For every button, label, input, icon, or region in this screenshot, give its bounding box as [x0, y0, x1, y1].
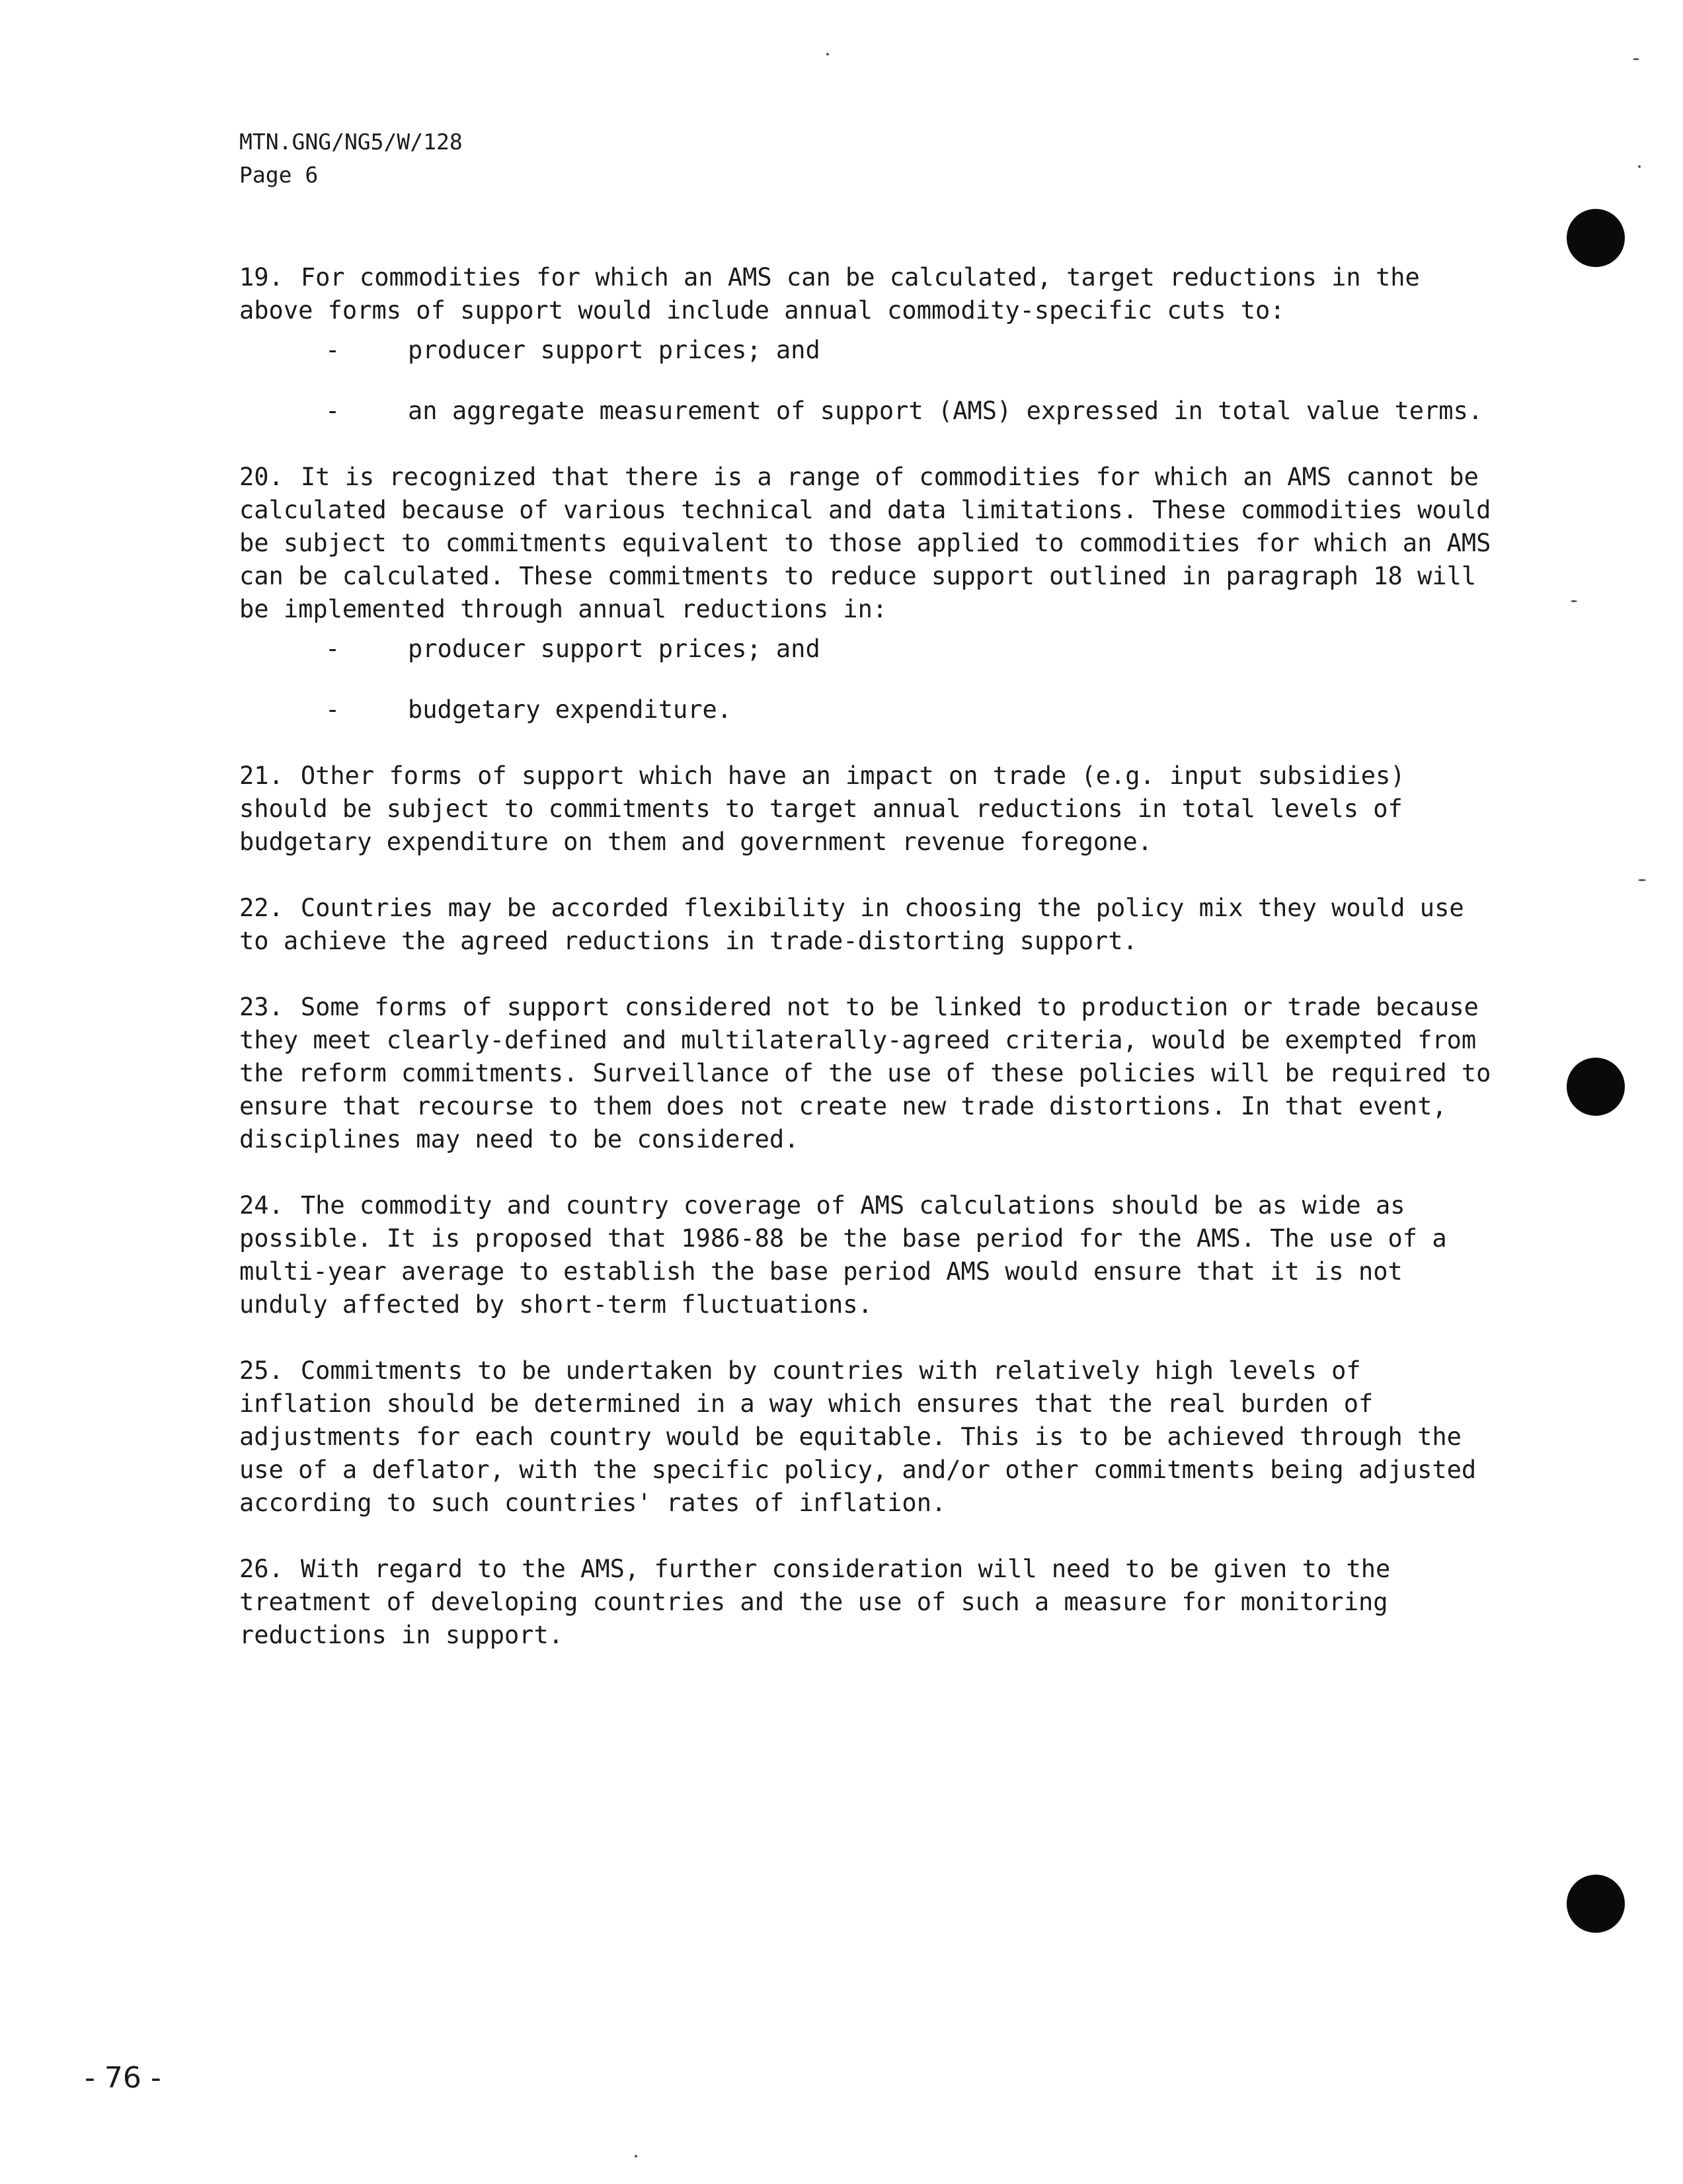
bullet-text: producer support prices; and — [408, 336, 820, 364]
bullet-list — [239, 334, 1495, 428]
paragraph-number: 22. — [239, 894, 284, 922]
scan-speck — [1638, 879, 1646, 881]
paragraph-number: 19. — [239, 263, 284, 292]
page-label: Page 6 — [239, 162, 319, 188]
paragraph-text: Countries may be accorded flexibility in choosing the policy mix they would use to achieve the agreed reductions in trade-distorting support. — [239, 894, 1464, 955]
paragraph-22 — [239, 892, 1495, 958]
bullet-text: budgetary expenditure. — [408, 695, 732, 724]
document-symbol: MTN.GNG/NG5/W/128 — [239, 129, 463, 155]
paragraph-text: Other forms of support which have an impact on trade (e.g. input subsidies) should be subject to commitments to target annual reductions in total levels of budgetary expenditure on them and government revenue foregone. — [239, 761, 1405, 856]
document-body — [239, 261, 1495, 1685]
paragraph-25 — [239, 1354, 1495, 1520]
paragraph-text: For commodities for which an AMS can be calculated, target reductions in the above forms of support would include annual commodity-specific cuts to: — [239, 263, 1420, 325]
bullet-dash: - — [325, 397, 340, 425]
paragraph-20 — [239, 461, 1495, 626]
footer-page-number: - 76 - — [85, 2061, 161, 2095]
scan-speck — [826, 53, 829, 56]
paragraph-number: 21. — [239, 761, 284, 790]
bullet-text: an aggregate measurement of support (AMS) expressed in total value terms. — [408, 397, 1483, 425]
scan-speck — [635, 2155, 637, 2158]
paragraph-text: With regard to the AMS, further consideration will need to be given to the treatment of developing countries and the use of such a measure for monitoring reductions in support. — [239, 1555, 1391, 1649]
paragraph-number: 20. — [239, 463, 284, 491]
binder-hole-bottom — [1567, 1875, 1625, 1933]
paragraph-text: The commodity and country coverage of AMS calculations should be as wide as possible. It is proposed that 1986-88 be the base period for the AMS. The use of a multi-year average to establish the base period AMS would ensure that it is not unduly affected by short-term fluctuations. — [239, 1191, 1447, 1319]
paragraph-number: 25. — [239, 1356, 284, 1385]
paragraph-23 — [239, 991, 1495, 1156]
bullet-item — [239, 633, 1495, 666]
bullet-dash: - — [325, 695, 340, 724]
paragraph-24 — [239, 1189, 1495, 1321]
binder-hole-top — [1567, 209, 1625, 267]
bullet-text: producer support prices; and — [408, 635, 820, 663]
scan-speck — [1633, 58, 1639, 60]
bullet-list — [239, 633, 1495, 726]
bullet-item — [239, 334, 1495, 367]
bullet-item — [239, 693, 1495, 726]
binder-hole-middle — [1567, 1058, 1625, 1116]
paragraph-26 — [239, 1553, 1495, 1652]
scan-speck — [1571, 600, 1577, 602]
paragraph-number: 23. — [239, 993, 284, 1021]
paragraph-19 — [239, 261, 1495, 327]
paragraph-text: It is recognized that there is a range of commodities for which an AMS cannot be calculated because of various technical and data limitations. These commodities would be subject to commitments equivalent to those applied to commodities for which an AMS can be calculated. These commitments to reduce support outlined in paragraph 18 will be implemented through annual reductions in: — [239, 463, 1491, 623]
paragraph-number: 26. — [239, 1555, 284, 1583]
document-header — [239, 126, 463, 192]
paragraph-number: 24. — [239, 1191, 284, 1220]
paragraph-text: Some forms of support considered not to be linked to production or trade because they meet clearly-defined and multilaterally-agreed criteria, would be exempted from the reform commitments. Surveillance of the use of these policies will be required to ensure that recourse to them does not create new trade distortions. In that event, disciplines may need to be considered. — [239, 993, 1491, 1153]
bullet-dash: - — [325, 336, 340, 364]
paragraph-21 — [239, 760, 1495, 859]
scan-speck — [1638, 165, 1641, 168]
paragraph-text: Commitments to be undertaken by countries with relatively high levels of inflation should be determined in a way which ensures that the real burden of adjustments for each country would be equitable. This is to be achieved through the use of a deflator, with the specific policy, and/or other commitments being adjusted according to such countries' rates of inflation. — [239, 1356, 1477, 1517]
bullet-item — [239, 395, 1495, 428]
bullet-dash: - — [325, 635, 340, 663]
